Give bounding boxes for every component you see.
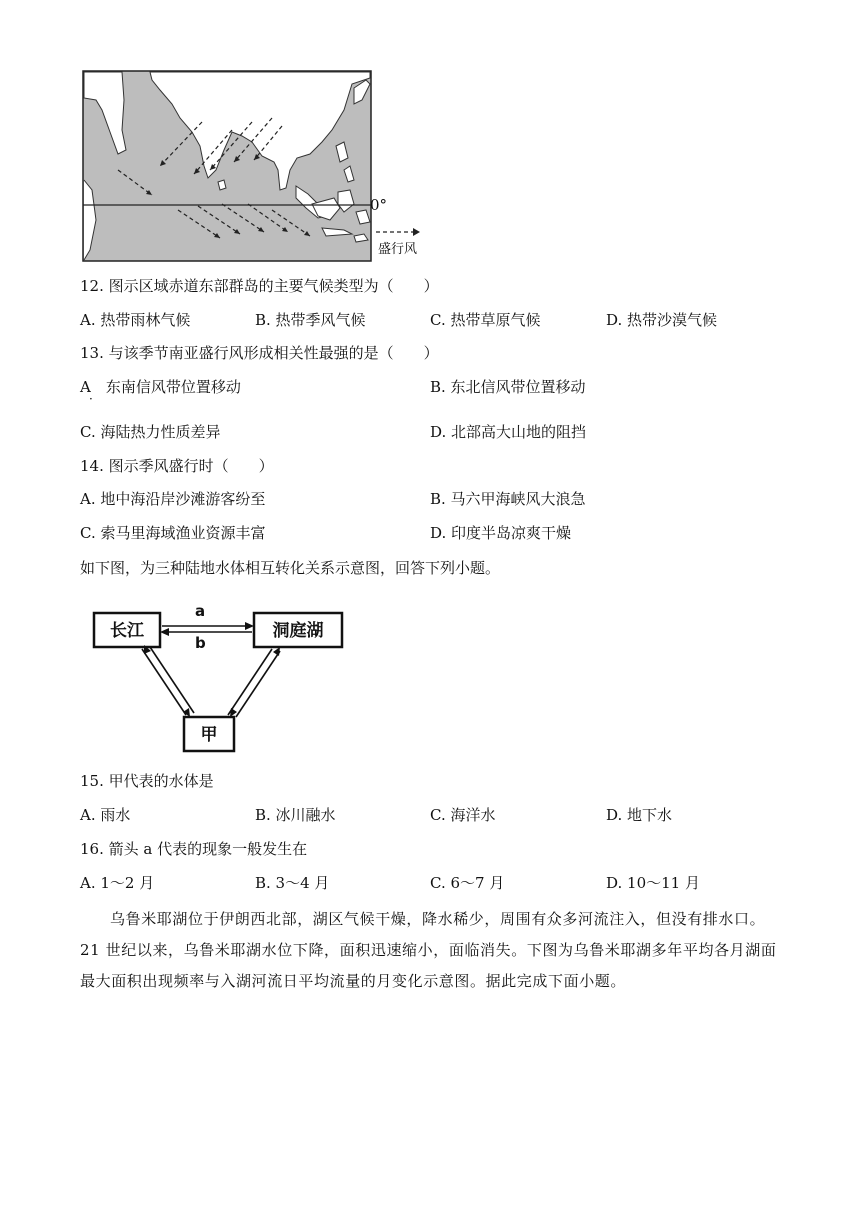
question-13-option-a-dot: · xyxy=(89,392,93,406)
question-13-stem: 13. 与该季节南亚盛行风形成相关性最强的是（ ） xyxy=(80,344,439,362)
box-changjiang: 长江 xyxy=(110,621,144,641)
question-12-option-b[interactable]: B. 热带季风气候 xyxy=(255,311,366,329)
question-13-option-b[interactable]: B. 东北信风带位置移动 xyxy=(430,378,586,396)
question-14-stem: 14. 图示季风盛行时（ ） xyxy=(80,457,274,475)
question-14-option-d[interactable]: D. 印度半岛凉爽干燥 xyxy=(430,524,572,542)
monsoon-map xyxy=(82,70,432,265)
question-16-option-d[interactable]: D. 10～11 月 xyxy=(606,874,700,892)
arrow-a-label: a xyxy=(195,602,206,620)
question-15-option-b[interactable]: B. 冰川融水 xyxy=(255,806,336,824)
box-jia: 甲 xyxy=(200,725,218,745)
question-12-option-c[interactable]: C. 热带草原气候 xyxy=(430,311,541,329)
question-15-option-a[interactable]: A. 雨水 xyxy=(80,806,131,824)
question-15-stem: 15. 甲代表的水体是 xyxy=(80,772,214,790)
question-16-option-a[interactable]: A. 1～2 月 xyxy=(80,874,155,892)
question-13-option-a[interactable]: A 东南信风带位置移动 xyxy=(80,378,241,396)
question-14-option-b[interactable]: B. 马六甲海峡风大浪急 xyxy=(430,490,586,508)
question-13-option-d[interactable]: D. 北部高大山地的阻挡 xyxy=(430,423,587,441)
question-14-option-c[interactable]: C. 索马里海域渔业资源丰富 xyxy=(80,524,266,542)
question-12-option-a[interactable]: A. 热带雨林气候 xyxy=(80,311,191,329)
question-12-stem: 12. 图示区域赤道东部群岛的主要气候类型为（ ） xyxy=(80,277,439,295)
question-15-option-d[interactable]: D. 地下水 xyxy=(606,806,673,824)
passage-urmia-lake xyxy=(80,904,780,997)
passage-text: 乌鲁米耶湖位于伊朗西北部，湖区气候干燥，降水稀少，周围有众多河流注入，但没有排水口。21 世纪以来，乌鲁米耶湖水位下降，面积迅速缩小，面临消失。下图为乌鲁米耶湖多年平均各月湖面最大面积出现频率与入湖河流日平均流量的月变化示意图。据此完成下面小题。 xyxy=(80,910,777,990)
equator-label: 0° xyxy=(370,196,388,214)
arrow-b-label: b xyxy=(195,634,206,652)
question-16-option-b[interactable]: B. 3～4 月 xyxy=(255,874,330,892)
question-13-option-c[interactable]: C. 海陆热力性质差异 xyxy=(80,423,221,441)
question-12-option-d[interactable]: D. 热带沙漠气候 xyxy=(606,311,718,329)
question-16-stem: 16. 箭头 a 代表的现象一般发生在 xyxy=(80,840,308,858)
intro-water-cycle: 如下图，为三种陆地水体相互转化关系示意图，回答下列小题。 xyxy=(80,559,501,577)
question-16-option-c[interactable]: C. 6～7 月 xyxy=(430,874,505,892)
box-dongtinghu: 洞庭湖 xyxy=(272,621,324,641)
question-14-option-a[interactable]: A. 地中海沿岸沙滩游客纷至 xyxy=(80,490,266,508)
legend-label: 盛行风 xyxy=(378,242,418,257)
question-15-option-c[interactable]: C. 海洋水 xyxy=(430,806,496,824)
